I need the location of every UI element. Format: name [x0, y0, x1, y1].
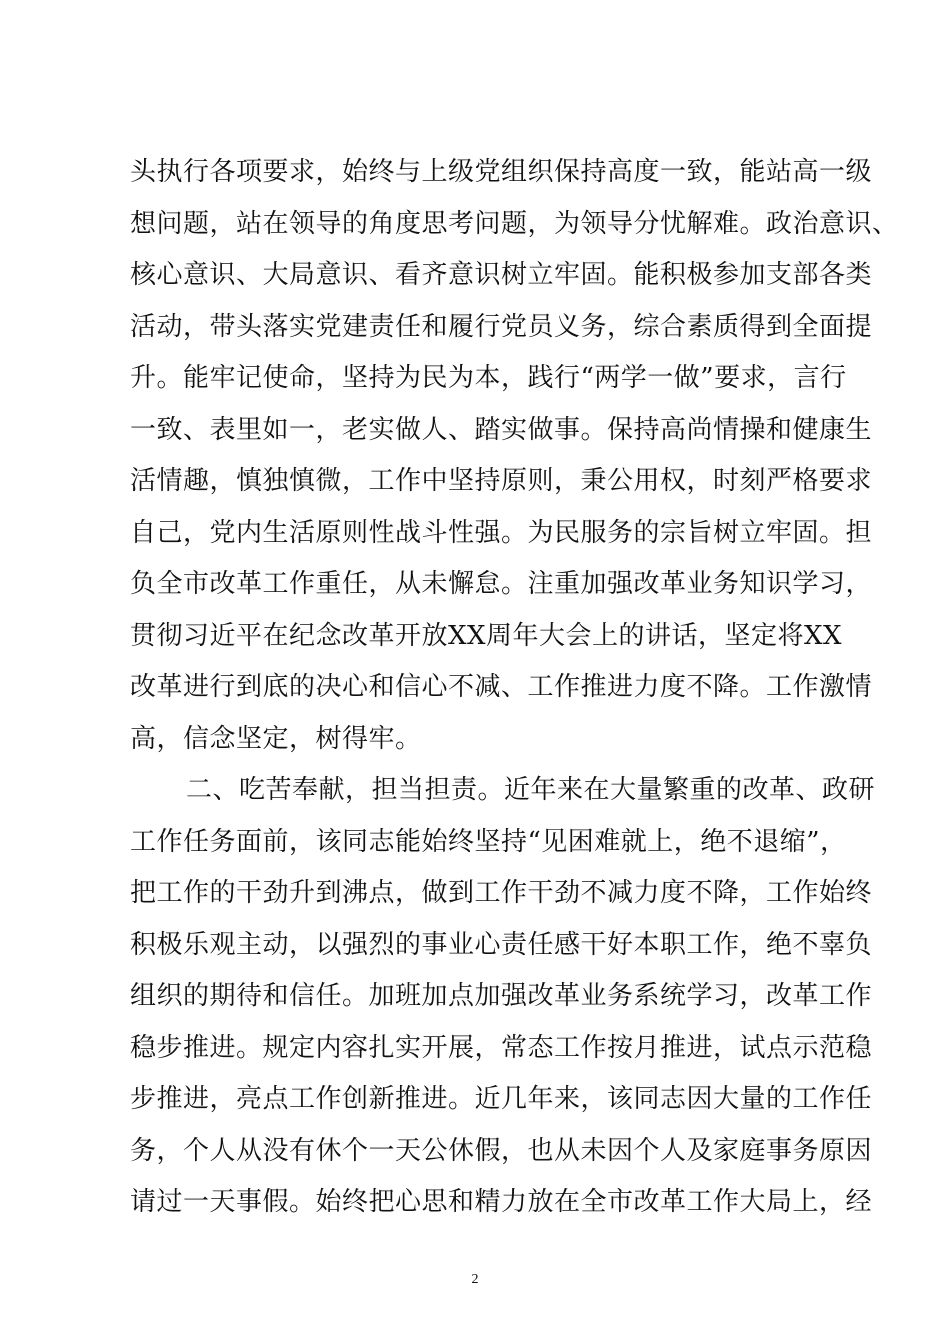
text-line: 活情趣，慎独慎微，工作中坚持原则，秉公用权，时刻严格要求 — [130, 466, 873, 496]
text-line: 负全市改革工作重任，从未懈怠。注重加强改革业务知识学习， — [130, 569, 873, 599]
text-line: 工作任务面前，该同志能始终坚持“见困难就上，绝不退缩”， — [130, 826, 847, 857]
text-line: 想问题，站在领导的角度思考问题，为领导分忧解难。政治意识、 — [130, 208, 899, 239]
body-text — [130, 147, 899, 1229]
text-line: 改革进行到底的决心和信心不减、工作推进力度不降。工作激情 — [130, 672, 873, 702]
text-line: 积极乐观主动，以强烈的事业心责任感干好本职工作，绝不辜负 — [130, 929, 873, 960]
section-heading-line: 二、吃苦奉献，担当担责。近年来在大量繁重的改革、政研 — [186, 775, 876, 805]
text-line: 稳步推进。规定内容扎实开展，常态工作按月推进，试点示范稳 — [130, 1032, 873, 1063]
text-line: 活动，带头落实党建责任和履行党员义务，综合素质得到全面提 — [130, 311, 873, 342]
text-line: 一致、表里如一，老实做人、踏实做事。保持高尚情操和健康生 — [130, 414, 873, 445]
text-line: 请过一天事假。始终把心思和精力放在全市改革工作大局上，经 — [130, 1187, 873, 1217]
text-line: 自己，党内生活原则性战斗性强。为民服务的宗旨树立牢固。担 — [130, 517, 873, 548]
text-line: 高，信念坚定，树得牢。 — [130, 723, 422, 754]
text-line: 贯彻习近平在纪念改革开放XX周年大会上的讲话，坚定将XX — [130, 620, 843, 651]
text-line: 核心意识、大局意识、看齐意识树立牢固。能积极参加支部各类 — [130, 260, 873, 290]
text-line: 务，个人从没有休个一天公休假，也从未因个人及家庭事务原因 — [130, 1135, 873, 1166]
text-line: 头执行各项要求，始终与上级党组织保持高度一致，能站高一级 — [130, 157, 873, 187]
page-number: 2 — [471, 1272, 479, 1287]
text-line: 把工作的干劲升到沸点，做到工作干劲不减力度不降，工作始终 — [130, 878, 873, 908]
text-line: 升。能牢记使命，坚持为民为本，践行“两学一做”要求，言行 — [130, 363, 847, 393]
text-line: 步推进，亮点工作创新推进。近几年来，该同志因大量的工作任 — [130, 1084, 873, 1114]
text-line: 组织的期待和信任。加班加点加强改革业务系统学习，改革工作 — [130, 981, 873, 1011]
